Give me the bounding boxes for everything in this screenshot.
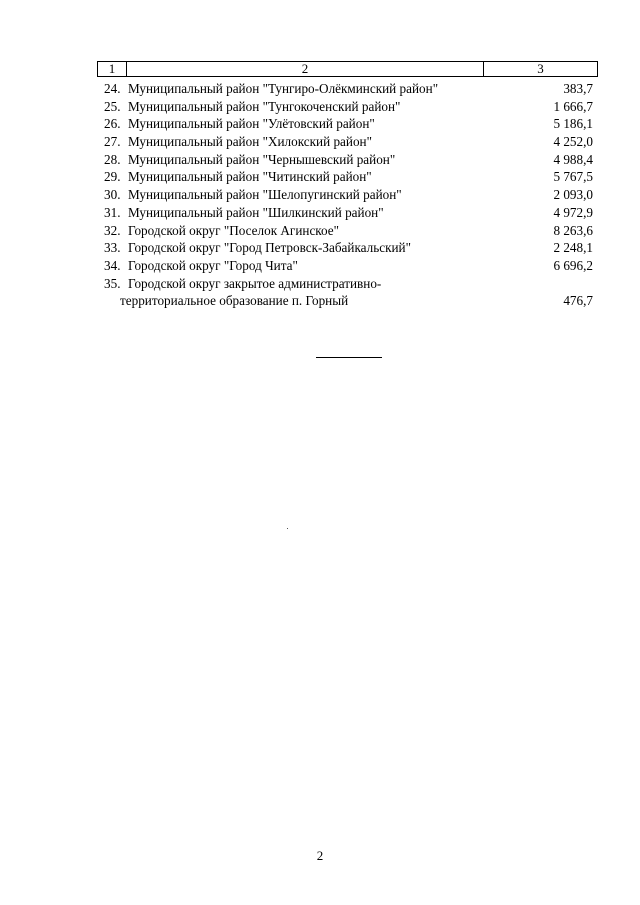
table-row bbox=[98, 239, 593, 257]
table-row bbox=[98, 186, 593, 204]
row-number: 31. bbox=[104, 204, 121, 220]
row-name: Муниципальный район "Хилокский район" bbox=[128, 134, 372, 150]
row-value: 2 093,0 bbox=[553, 187, 593, 203]
row-number: 33. bbox=[104, 240, 121, 256]
table-row bbox=[98, 80, 593, 98]
column-header-3: 3 bbox=[484, 62, 598, 77]
row-value: 5 186,1 bbox=[553, 116, 593, 132]
row-name: Муниципальный район "Читинский район" bbox=[128, 169, 372, 185]
table-row bbox=[98, 275, 593, 310]
row-number: 25. bbox=[104, 98, 121, 114]
table-row bbox=[98, 98, 593, 116]
row-number: 30. bbox=[104, 187, 121, 203]
table-row bbox=[98, 168, 593, 186]
table-body bbox=[98, 80, 593, 310]
row-name: Муниципальный район "Шелопугинский район" bbox=[128, 187, 402, 203]
table-row bbox=[98, 151, 593, 169]
column-header-2: 2 bbox=[127, 62, 484, 77]
row-value: 4 972,9 bbox=[553, 204, 593, 220]
table-row bbox=[98, 257, 593, 275]
row-name-line-2: территориальное образование п. Горный bbox=[120, 293, 349, 309]
row-number: 34. bbox=[104, 257, 121, 273]
row-value: 383,7 bbox=[563, 81, 593, 96]
table-row bbox=[98, 115, 593, 133]
row-name: Муниципальный район "Шилкинский район" bbox=[128, 204, 384, 220]
row-name: Муниципальный район "Тунгокоченский район" bbox=[128, 98, 401, 114]
row-number: 35. bbox=[104, 275, 121, 291]
row-number: 29. bbox=[104, 169, 121, 185]
column-header-table bbox=[97, 61, 598, 77]
row-value: 4 252,0 bbox=[553, 134, 593, 150]
row-number: 26. bbox=[104, 116, 121, 132]
row-value: 8 263,6 bbox=[553, 222, 593, 238]
column-header-1: 1 bbox=[98, 62, 127, 77]
row-value: 6 696,2 bbox=[553, 257, 593, 273]
row-number: 24. bbox=[104, 81, 121, 96]
row-name: Городской округ "Город Чита" bbox=[128, 257, 298, 273]
row-name: Городской округ "Поселок Агинское" bbox=[128, 222, 340, 238]
row-value: 2 248,1 bbox=[553, 240, 593, 256]
end-of-document-rule bbox=[316, 357, 382, 358]
row-name-line-1: Городской округ закрытое административно- bbox=[128, 275, 382, 291]
row-number: 27. bbox=[104, 134, 121, 150]
row-value: 476,7 bbox=[563, 293, 593, 309]
row-value: 4 988,4 bbox=[553, 151, 593, 167]
row-value: 5 767,5 bbox=[553, 169, 593, 185]
column-header-row bbox=[98, 62, 598, 77]
table-row bbox=[98, 222, 593, 240]
row-value: 1 666,7 bbox=[553, 98, 593, 114]
row-name: Муниципальный район "Тунгиро-Олёкминский район" bbox=[128, 81, 439, 96]
table-row bbox=[98, 204, 593, 222]
row-name: Муниципальный район "Улётовский район" bbox=[128, 116, 375, 132]
table-row bbox=[98, 133, 593, 151]
row-name: Городской округ "Город Петровск-Забайкальский" bbox=[128, 240, 411, 256]
page-number: 2 bbox=[316, 848, 324, 863]
row-number: 32. bbox=[104, 222, 121, 238]
row-name: Муниципальный район "Чернышевский район" bbox=[128, 151, 396, 167]
scan-speck bbox=[287, 528, 288, 529]
row-number: 28. bbox=[104, 151, 121, 167]
